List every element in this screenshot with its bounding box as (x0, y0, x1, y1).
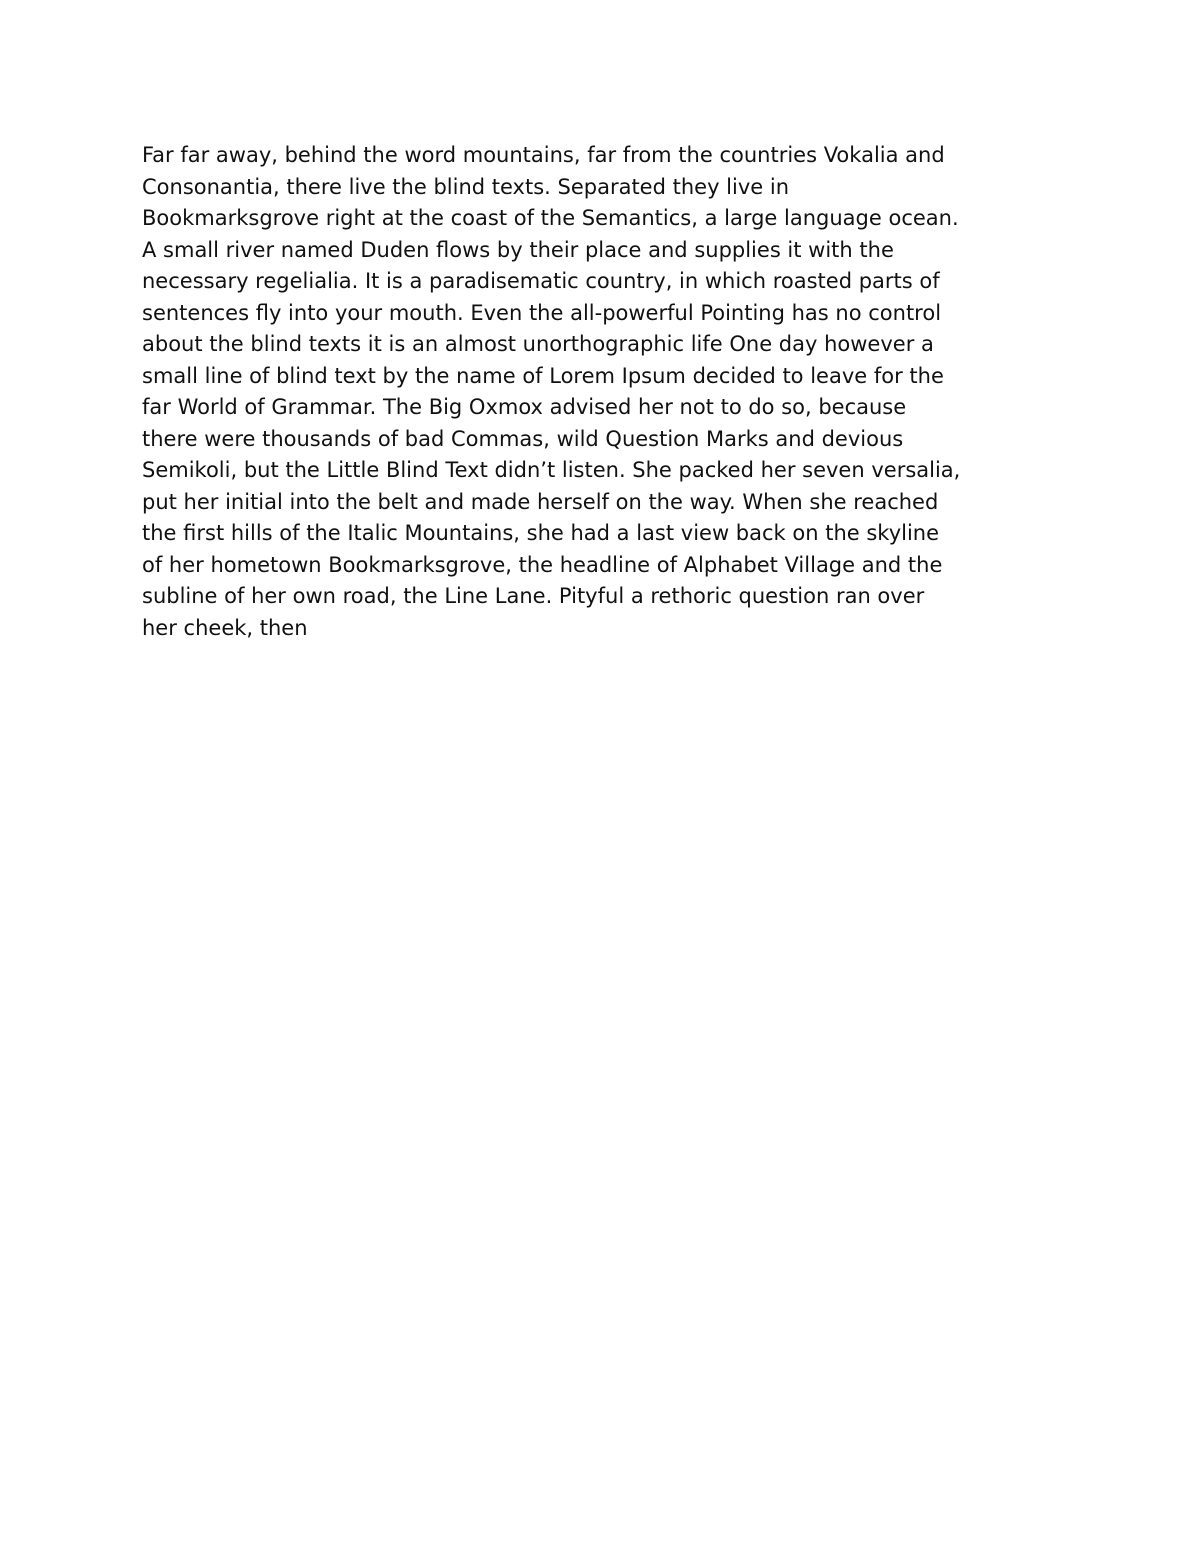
paragraph-line: of her hometown Bookmarksgrove, the headline of Alphabet Village and the (142, 552, 943, 577)
paragraph-line: necessary regelialia. It is a paradisematic country, in which roasted parts of (142, 269, 940, 293)
paragraph-line: her cheek, then (142, 615, 308, 640)
paragraph-line: far World of Grammar. The Big Oxmox advised her not to do so, because (142, 395, 907, 419)
paragraph-line: there were thousands of bad Commas, wild Question Marks and devious (142, 426, 904, 451)
paragraph-line: Consonantia, there live the blind texts. Separated they live in (142, 174, 790, 199)
paragraph-line: sentences fly into your mouth. Even the all-powerful Pointing has no control (142, 300, 942, 325)
paragraph-line: Bookmarksgrove right at the coast of the Semantics, a large language ocean. (142, 206, 959, 230)
paragraph-line: subline of her own road, the Line Lane. Pityful a rethoric question ran over (142, 584, 925, 608)
paragraph-line: Far far away, behind the word mountains, far from the countries Vokalia and (142, 143, 945, 167)
body-paragraph (142, 140, 1082, 644)
paragraph-line: about the blind texts it is an almost unorthographic life One day however a (142, 332, 934, 356)
paragraph-line: small line of blind text by the name of Lorem Ipsum decided to leave for the (142, 363, 944, 388)
paragraph-line: put her initial into the belt and made herself on the way. When she reached (142, 489, 939, 514)
paragraph-line: A small river named Duden flows by their place and supplies it with the (142, 237, 894, 262)
paragraph-line: the first hills of the Italic Mountains, she had a last view back on the skyline (142, 521, 940, 545)
paragraph-line: Semikoli, but the Little Blind Text didn’t listen. She packed her seven versalia, (142, 458, 961, 482)
